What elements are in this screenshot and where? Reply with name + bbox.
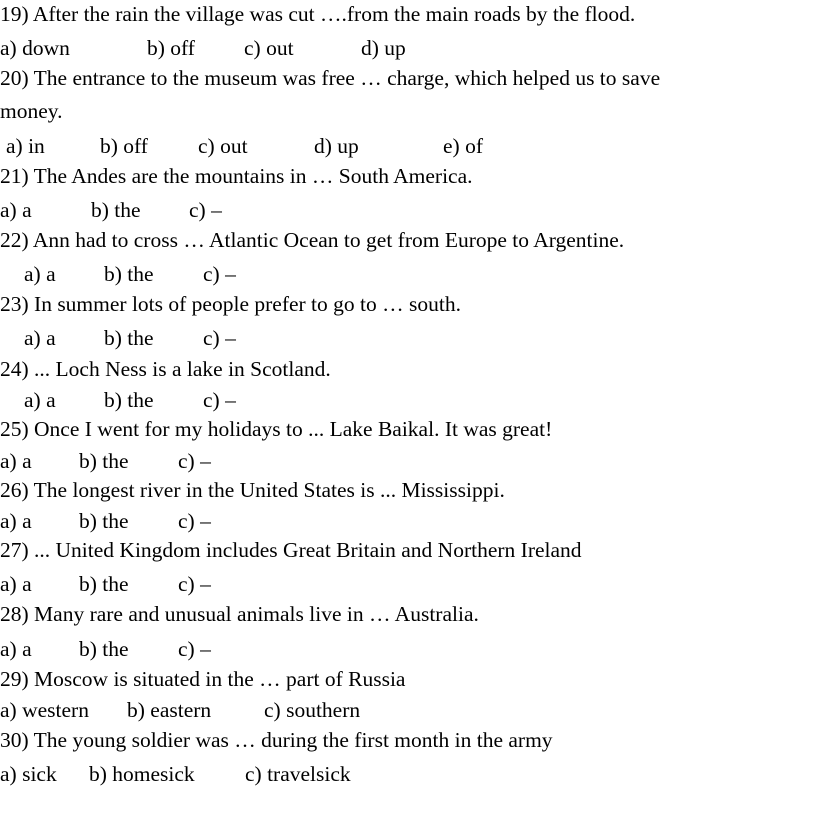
question-29-options <box>0 698 816 722</box>
option-a[interactable]: a) a <box>0 509 32 533</box>
question-30-text: 30) The young soldier was … during the first month in the army <box>0 728 553 752</box>
question-25-options <box>0 449 816 473</box>
option-d[interactable]: d) up <box>314 134 359 158</box>
option-c[interactable]: c) travelsick <box>245 762 351 786</box>
option-b[interactable]: b) homesick <box>89 762 195 786</box>
option-a[interactable]: a) a <box>24 262 56 286</box>
option-c[interactable]: c) – <box>178 637 211 661</box>
question-29-text: 29) Moscow is situated in the … part of Russia <box>0 667 406 691</box>
option-c[interactable]: c) – <box>178 509 211 533</box>
question-24-options <box>0 388 816 412</box>
question-26-text: 26) The longest river in the United States is ... Mississippi. <box>0 478 505 502</box>
question-27-text: 27) ... United Kingdom includes Great Britain and Northern Ireland <box>0 538 582 562</box>
option-a[interactable]: a) western <box>0 698 89 722</box>
option-a[interactable]: a) a <box>0 572 32 596</box>
option-a[interactable]: a) a <box>0 637 32 661</box>
option-b[interactable]: b) the <box>79 509 129 533</box>
option-b[interactable]: b) the <box>79 637 129 661</box>
option-c[interactable]: c) – <box>178 572 211 596</box>
option-c[interactable]: c) – <box>189 198 222 222</box>
question-22-text: 22) Ann had to cross … Atlantic Ocean to get from Europe to Argentine. <box>0 228 625 252</box>
option-c[interactable]: c) – <box>203 262 236 286</box>
question-20-text-continued: money. <box>0 99 63 123</box>
option-a[interactable]: a) in <box>6 134 45 158</box>
option-b[interactable]: b) the <box>104 388 154 412</box>
option-b[interactable]: b) off <box>147 36 195 60</box>
question-25-text: 25) Once I went for my holidays to ... Lake Baikal. It was great! <box>0 417 553 441</box>
option-b[interactable]: b) the <box>79 449 129 473</box>
option-b[interactable]: b) eastern <box>127 698 212 722</box>
option-b[interactable]: b) the <box>91 198 141 222</box>
option-a[interactable]: a) a <box>24 326 56 350</box>
option-b[interactable]: b) off <box>100 134 148 158</box>
option-c[interactable]: c) – <box>203 388 236 412</box>
question-19-options <box>0 36 816 60</box>
option-a[interactable]: a) a <box>0 198 32 222</box>
question-23-options <box>0 326 816 350</box>
option-d[interactable]: d) up <box>361 36 406 60</box>
question-21-text: 21) The Andes are the mountains in … South America. <box>0 164 473 188</box>
question-24-text: 24) ... Loch Ness is a lake in Scotland. <box>0 357 331 381</box>
question-26-options <box>0 509 816 533</box>
question-23-text: 23) In summer lots of people prefer to go to … south. <box>0 292 461 316</box>
option-e[interactable]: e) of <box>443 134 483 158</box>
question-21-options <box>0 198 816 222</box>
option-c[interactable]: c) out <box>198 134 248 158</box>
option-a[interactable]: a) sick <box>0 762 57 786</box>
question-28-text: 28) Many rare and unusual animals live in … Australia. <box>0 602 479 626</box>
question-27-options <box>0 572 816 596</box>
question-19-text: 19) After the rain the village was cut ….from the main roads by the flood. <box>0 2 636 26</box>
question-30-options <box>0 762 816 786</box>
option-b[interactable]: b) the <box>104 326 154 350</box>
question-22-options <box>0 262 816 286</box>
option-a[interactable]: a) a <box>0 449 32 473</box>
question-20-text: 20) The entrance to the museum was free … charge, which helped us to save <box>0 66 661 90</box>
option-c[interactable]: c) southern <box>264 698 361 722</box>
option-b[interactable]: b) the <box>79 572 129 596</box>
option-c[interactable]: c) out <box>244 36 294 60</box>
option-c[interactable]: c) – <box>178 449 211 473</box>
option-c[interactable]: c) – <box>203 326 236 350</box>
question-28-options <box>0 637 816 661</box>
option-a[interactable]: a) a <box>24 388 56 412</box>
option-a[interactable]: a) down <box>0 36 70 60</box>
option-b[interactable]: b) the <box>104 262 154 286</box>
question-20-options <box>0 134 816 158</box>
